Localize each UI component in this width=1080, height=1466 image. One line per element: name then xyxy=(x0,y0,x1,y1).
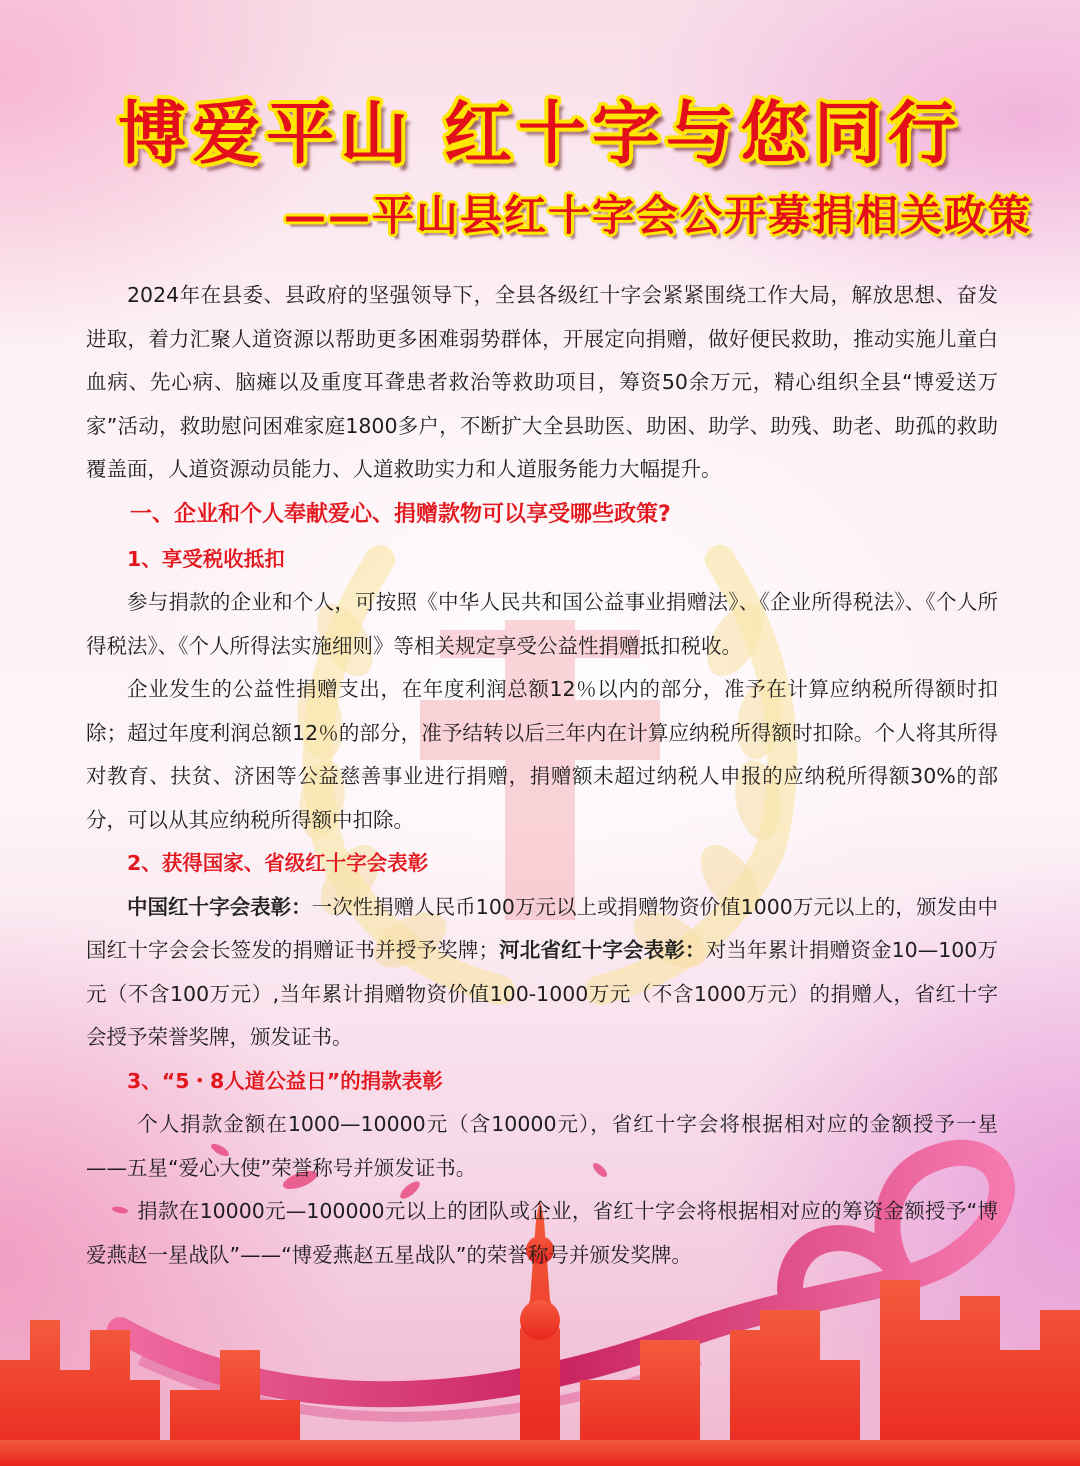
section-heading: 一、企业和个人奉献爱心、捐赠款物可以享受哪些政策? xyxy=(130,501,671,527)
intro-paragraph: 2024年在县委、县政府的坚强领导下，全县各级红十字会紧紧围绕工作大局，解放思想、奋发进取，着力汇聚人道资源以帮助更多困难弱势群体，开展定向捐赠，做好便民救助，推动实施儿童白血病、先心病、脑瘫以及重度耳聋患者救治等救助项目，筹资50余万元，精心组织全县“博爱送万家”活动，救助慰问困难家庭1800多户，不断扩大全县助医、助困、助学、助残、助老、助孤的救助覆盖面，人道资源动员能力、人道救助实力和人道服务能力大幅提升。 xyxy=(86,283,998,481)
policy-content xyxy=(86,274,998,1277)
national-honor-text: 一次性捐赠人民币100万元以上或捐赠物资价值1000万元以上的，颁发由中国红十字会会长签发的捐赠证书并授予奖牌； xyxy=(86,894,998,962)
subsection-heading-tax: 1、享受税收抵扣 xyxy=(127,546,285,571)
day-paragraph-2: 捐款在10000元—100000元以上的团队或企业，省红十字会将根据相对应的筹资金额授予“博爱燕赵一星战队”——“博爱燕赵五星战队”的荣誉称号并颁发奖牌。 xyxy=(86,1199,998,1267)
hebei-honor-label: 河北省红十字会表彰： xyxy=(498,938,706,962)
subsection-heading-day: 3、“5・8人道公益日”的捐款表彰 xyxy=(127,1068,443,1093)
hebei-honor-text: 对当年累计捐赠资金10—100万元（不含100万元）,当年累计捐赠物资价值100-1000万元（不含1000万元）的捐赠人，省红十字会授予荣誉奖牌，颁发证书。 xyxy=(86,938,999,1049)
subsection-heading-honors: 2、获得国家、省级红十字会表彰 xyxy=(127,851,429,875)
day-paragraph-1: 个人捐款金额在1000—10000元（含10000元），省红十字会将根据相对应的金额授予一星——五星“爱心大使”荣誉称号并颁发证书。 xyxy=(86,1112,998,1180)
page-subtitle: ——平山县红十字会公开募捐相关政策 xyxy=(283,191,1032,240)
national-honor-label: 中国红十字会表彰： xyxy=(127,894,312,919)
tax-paragraph-2: 企业发生的公益性捐赠支出，在年度利润总额12％以内的部分，准予在计算应纳税所得额时扣除；超过年度利润总额12％的部分，准予结转以后三年内在计算应纳税所得额时扣除。个人将其所得对教育、扶贫、济困等公益慈善事业进行捐赠，捐赠额未超过纳税人申报的应纳税所得额30%的部分，可以从其应纳税所得额中扣除。 xyxy=(86,677,998,832)
page-title: 博爱平山 红十字与您同行 xyxy=(118,94,962,174)
tax-paragraph-1: 参与捐款的企业和个人，可按照《中华人民共和国公益事业捐赠法》、《企业所得税法》、《个人所得税法》、《个人所得法实施细则》等相关规定享受公益性捐赠抵扣税收。 xyxy=(86,590,998,658)
honors-paragraph xyxy=(86,886,998,1060)
